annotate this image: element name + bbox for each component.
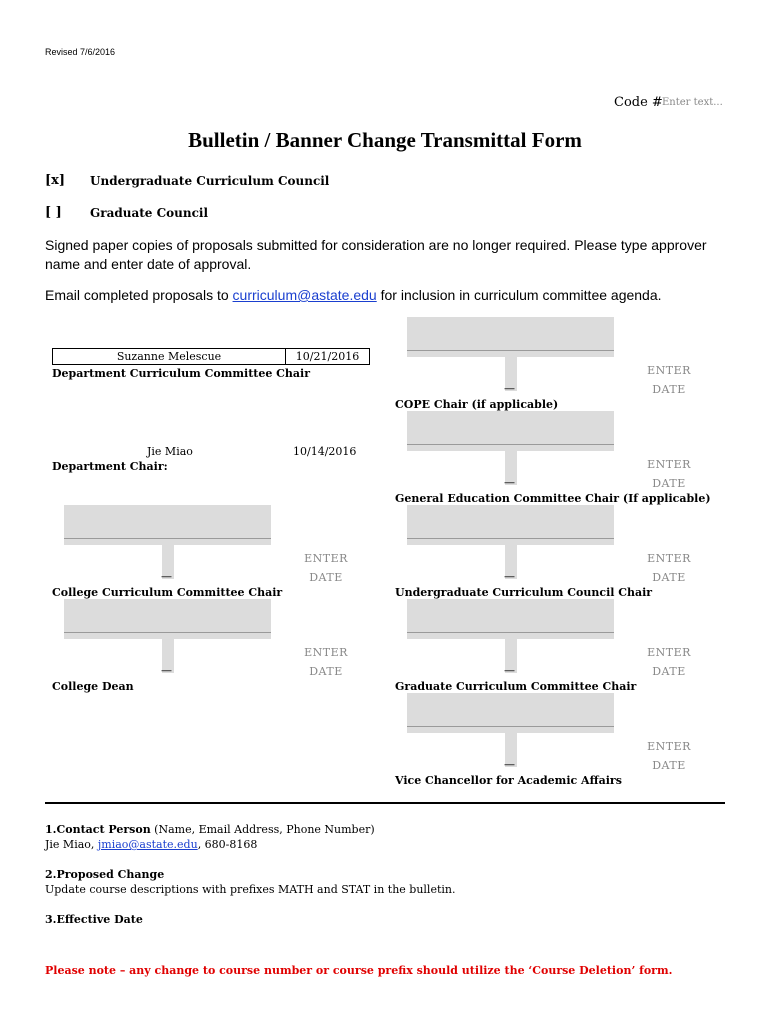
college-curriculum-name-field[interactable] bbox=[64, 505, 271, 545]
ucc-chair-label: Undergraduate Curriculum Council Chair bbox=[395, 586, 653, 599]
ucc-checkbox[interactable]: [x] bbox=[45, 173, 66, 188]
cope-label: COPE Chair (if applicable) bbox=[395, 398, 559, 411]
contact-name: Jie Miao, bbox=[45, 838, 98, 851]
gen-ed-date-field[interactable] bbox=[647, 455, 691, 493]
gc-council-label: Graduate Council bbox=[90, 206, 209, 220]
effective-date-heading: 3.Effective Date bbox=[45, 913, 143, 926]
ucc-name-field[interactable] bbox=[407, 505, 614, 545]
contact-email-link[interactable]: jmiao@astate.edu bbox=[97, 838, 198, 851]
contact-heading-label: 1.Contact Person bbox=[45, 823, 151, 836]
code-input[interactable]: Enter text... bbox=[662, 97, 723, 108]
vc-date-field[interactable] bbox=[647, 737, 691, 775]
ucc-council-label: Undergraduate Curriculum Council bbox=[90, 174, 330, 188]
dept-curriculum-signature bbox=[52, 348, 370, 365]
contact-phone: , 680-8168 bbox=[197, 838, 258, 851]
instructions-text: Signed paper copies of proposals submitted for consideration are no longer required. Please type approver name and enter date of approval. bbox=[45, 237, 707, 272]
date-label: DATE bbox=[652, 383, 686, 396]
course-deletion-note: Please note – any change to course number or course prefix should utilize the ‘Course Deletion’ form. bbox=[45, 964, 673, 977]
date-label: DATE bbox=[652, 477, 686, 490]
dept-curriculum-date[interactable]: 10/21/2016 bbox=[286, 349, 370, 365]
enter-label: ENTER bbox=[647, 740, 691, 753]
date-label: DATE bbox=[652, 759, 686, 772]
dept-chair-name[interactable]: Jie Miao bbox=[147, 445, 193, 458]
section-divider bbox=[45, 802, 725, 804]
dept-chair-date[interactable]: 10/14/2016 bbox=[293, 445, 357, 458]
email-instructions bbox=[45, 286, 735, 305]
cope-name-field[interactable] bbox=[407, 317, 614, 357]
gen-ed-dash: — bbox=[504, 476, 515, 489]
enter-label: ENTER bbox=[304, 552, 348, 565]
proposed-change-text: Update course descriptions with prefixes MATH and STAT in the bulletin. bbox=[45, 883, 456, 896]
college-dean-dash: — bbox=[161, 664, 172, 677]
dept-curriculum-label: Department Curriculum Committee Chair bbox=[52, 367, 311, 380]
dept-chair-label: Department Chair: bbox=[52, 460, 168, 473]
vc-label: Vice Chancellor for Academic Affairs bbox=[395, 774, 622, 787]
email-prefix: Email completed proposals to bbox=[45, 287, 233, 303]
date-label: DATE bbox=[652, 665, 686, 678]
college-curriculum-label: College Curriculum Committee Chair bbox=[52, 586, 283, 599]
cope-dash: — bbox=[504, 382, 515, 395]
ucc-date-field[interactable] bbox=[647, 549, 691, 587]
college-dean-label: College Dean bbox=[52, 680, 134, 693]
date-label: DATE bbox=[309, 665, 343, 678]
date-label: DATE bbox=[652, 571, 686, 584]
curriculum-email-link[interactable]: curriculum@astate.edu bbox=[232, 287, 377, 303]
college-dean-date-field[interactable] bbox=[304, 643, 348, 681]
gc-checkbox[interactable]: [ ] bbox=[45, 205, 62, 220]
college-curriculum-date-field[interactable] bbox=[304, 549, 348, 587]
enter-label: ENTER bbox=[304, 646, 348, 659]
contact-heading-note: (Name, Email Address, Phone Number) bbox=[150, 823, 375, 836]
college-curriculum-dash: — bbox=[161, 570, 172, 583]
dept-curriculum-name[interactable]: Suzanne Melescue bbox=[53, 349, 286, 365]
enter-label: ENTER bbox=[647, 364, 691, 377]
form-title: Bulletin / Banner Change Transmittal Form bbox=[188, 128, 582, 152]
vc-name-field[interactable] bbox=[407, 693, 614, 733]
contact-heading bbox=[45, 823, 375, 836]
contact-details bbox=[45, 838, 257, 851]
enter-label: ENTER bbox=[647, 552, 691, 565]
proposed-change-heading: 2.Proposed Change bbox=[45, 868, 165, 881]
cope-date-field[interactable] bbox=[647, 361, 691, 399]
email-suffix: for inclusion in curriculum committee agenda. bbox=[376, 287, 662, 303]
enter-label: ENTER bbox=[647, 646, 691, 659]
revised-date: Revised 7/6/2016 bbox=[45, 47, 116, 57]
date-label: DATE bbox=[309, 571, 343, 584]
gen-ed-name-field[interactable] bbox=[407, 411, 614, 451]
gcc-chair-label: Graduate Curriculum Committee Chair bbox=[395, 680, 637, 693]
vc-dash: — bbox=[504, 758, 515, 771]
gcc-dash: — bbox=[504, 664, 515, 677]
enter-label: ENTER bbox=[647, 458, 691, 471]
gcc-date-field[interactable] bbox=[647, 643, 691, 681]
gcc-name-field[interactable] bbox=[407, 599, 614, 639]
college-dean-name-field[interactable] bbox=[64, 599, 271, 639]
ucc-dash: — bbox=[504, 570, 515, 583]
gen-ed-label: General Education Committee Chair (If applicable) bbox=[395, 492, 711, 505]
code-label: Code # bbox=[614, 95, 663, 110]
